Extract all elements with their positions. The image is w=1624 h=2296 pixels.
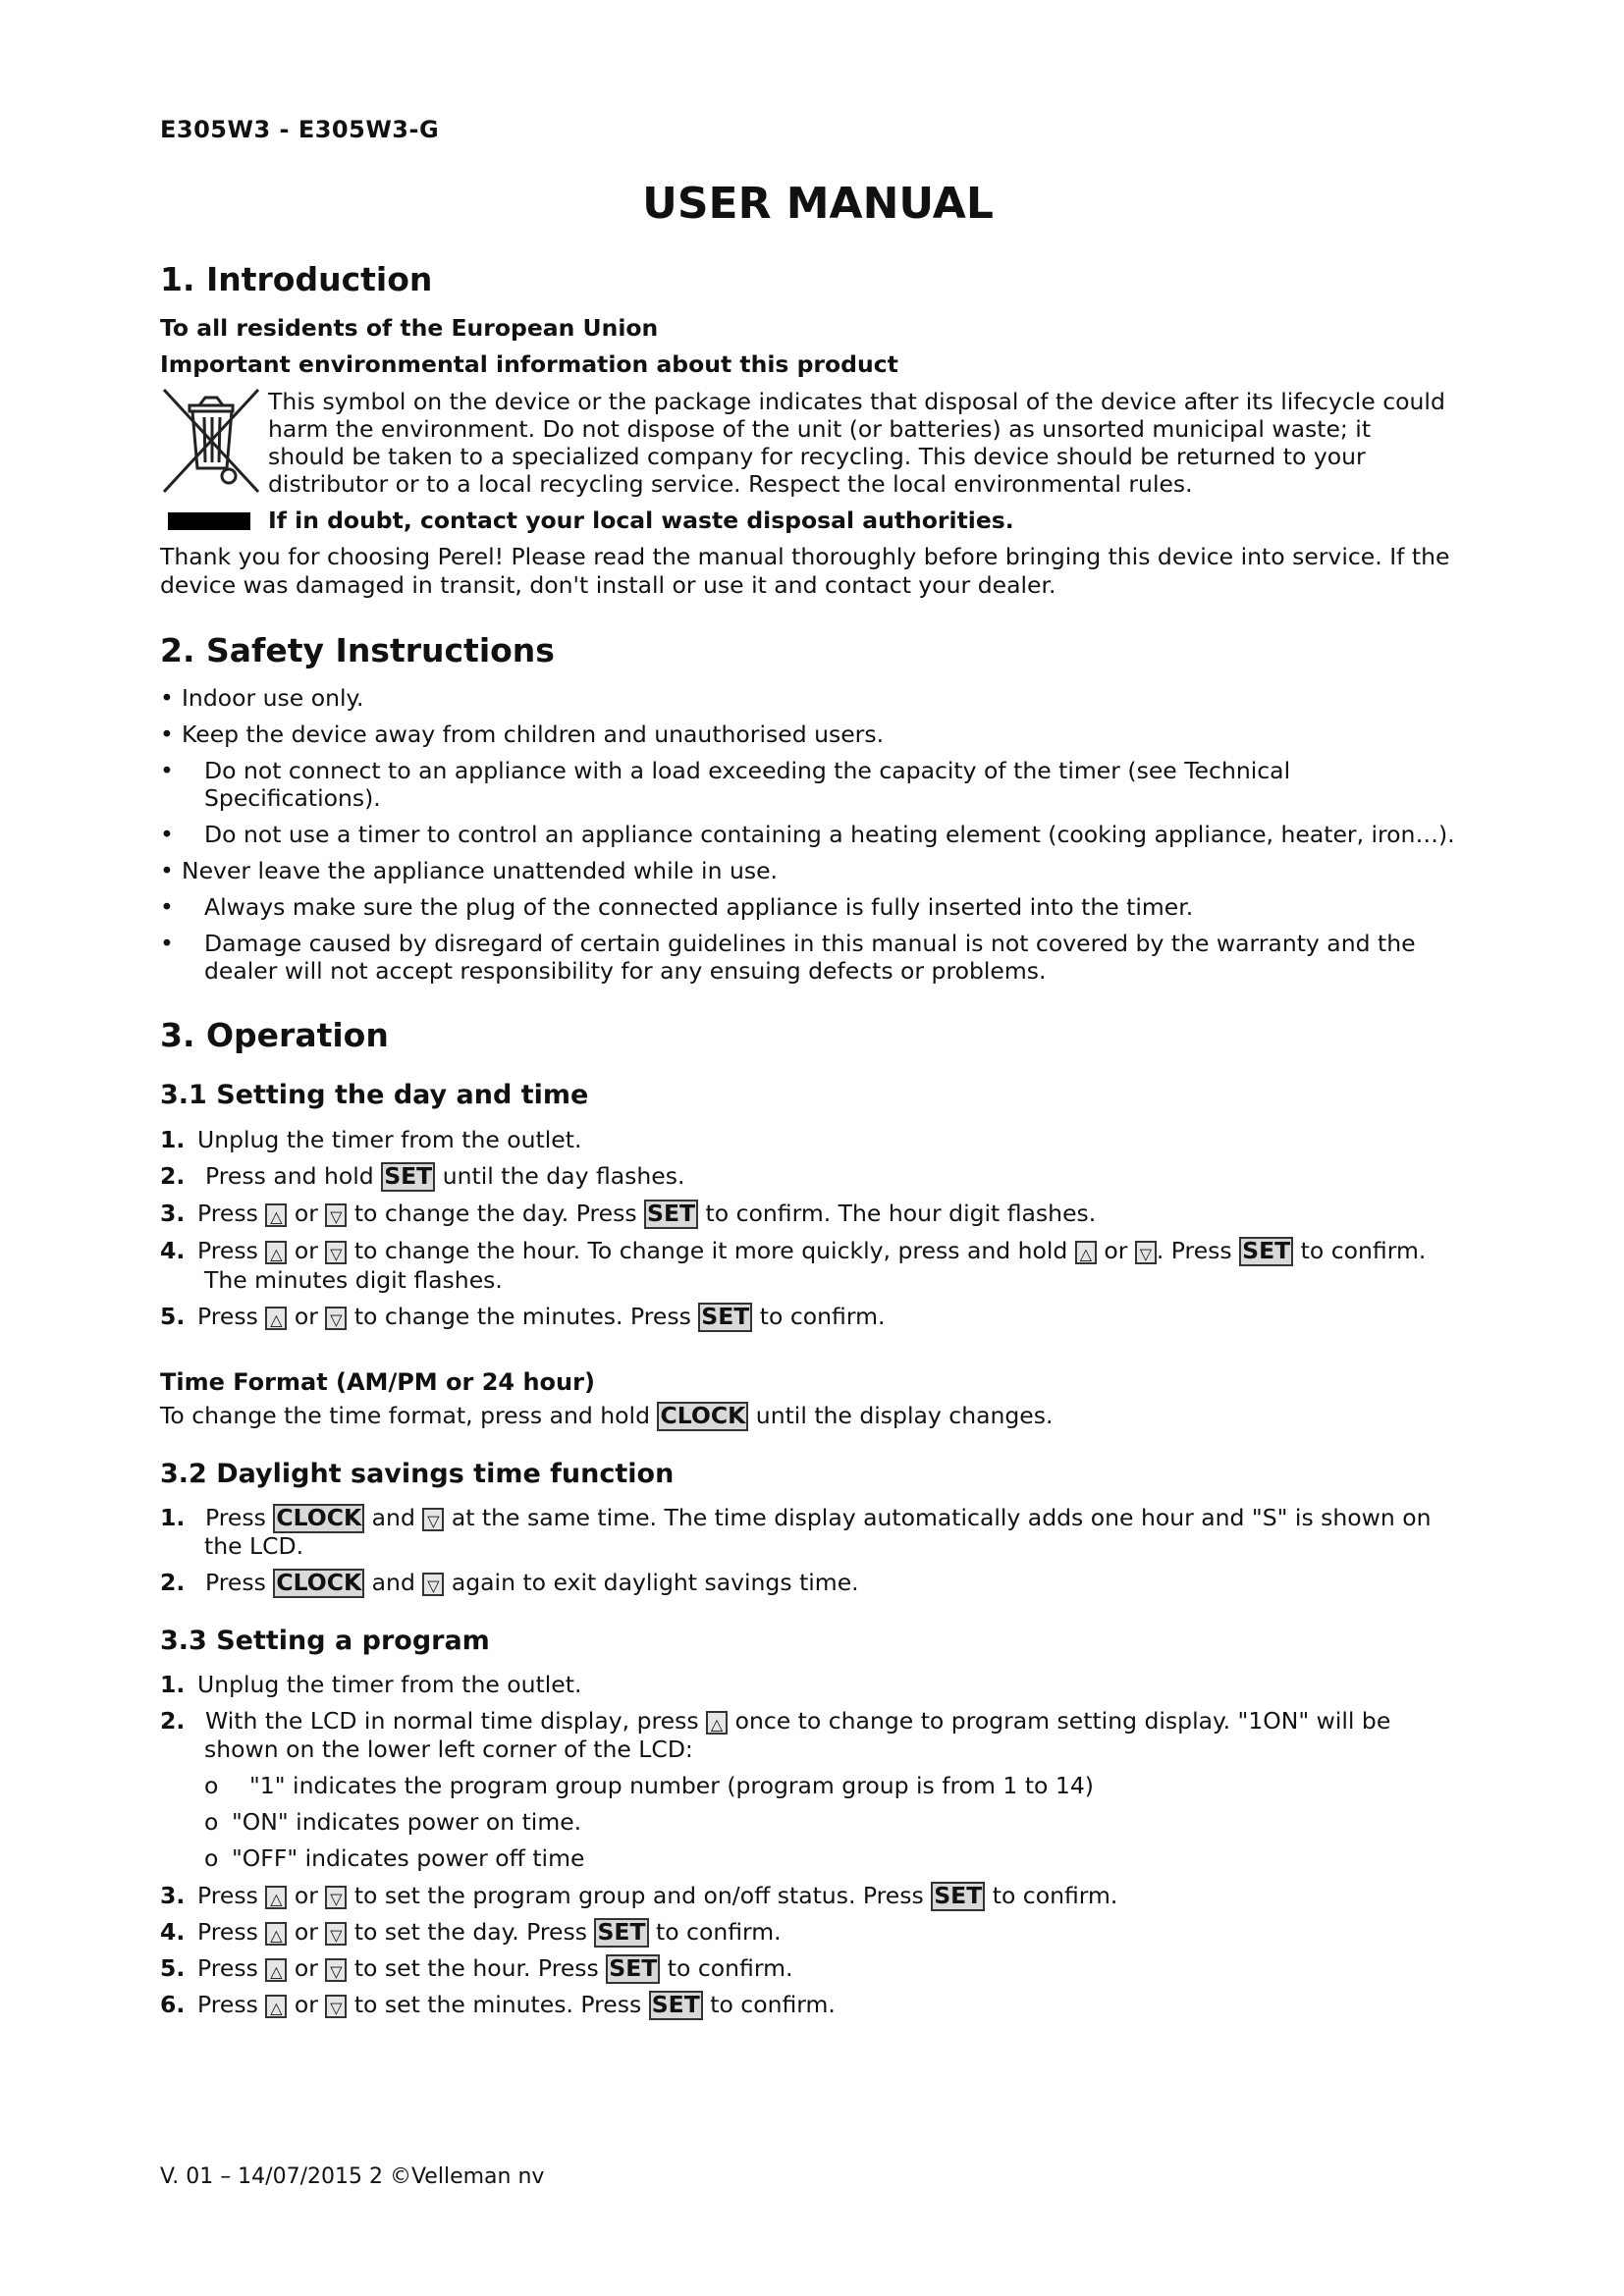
set-key: SET: [649, 1991, 703, 2020]
step-3-2-1: 1. Press CLOCK and ▽ at the same time. The time display automatically adds one hour and "S" is shown on: [160, 1504, 1432, 1531]
up-arrow-icon: △: [706, 1711, 728, 1735]
set-key: SET: [644, 1200, 698, 1229]
step-3-3-6: 6. Press △ or ▽ to set the minutes. Press SET to confirm.: [160, 1991, 836, 2018]
doubt-note: If in doubt, contact your local waste disposal authorities.: [268, 507, 1014, 534]
heading-introduction: 1. Introduction: [160, 260, 433, 298]
page-footer: V. 01 – 14/07/2015 2 ©Velleman nv: [160, 2164, 545, 2189]
set-key: SET: [381, 1162, 435, 1192]
heading-operation: 3. Operation: [160, 1016, 389, 1054]
weee-line-3: should be taken to a specialized company for recycling. This device should be returned to your: [268, 443, 1366, 470]
eu-heading: To all residents of the European Union: [160, 314, 659, 342]
safety-item: • Indoor use only.: [160, 684, 364, 712]
up-arrow-icon: △: [265, 1995, 287, 2018]
set-key: SET: [931, 1882, 985, 1911]
time-format-text: To change the time format, press and hold CLOCK until the display changes.: [160, 1402, 1054, 1429]
down-arrow-icon: ▽: [325, 1922, 347, 1946]
step-3-3-3: 3. Press △ or ▽ to set the program group and on/off status. Press SET to confirm.: [160, 1882, 1118, 1909]
step-3-3-4: 4. Press △ or ▽ to set the day. Press SET to confirm.: [160, 1918, 782, 1946]
sub-item: o "1" indicates the program group number (program group is from 1 to 14): [204, 1772, 1094, 1799]
heading-3-1: 3.1 Setting the day and time: [160, 1080, 589, 1110]
up-arrow-icon: △: [265, 1922, 287, 1946]
down-arrow-icon: ▽: [422, 1508, 444, 1531]
heading-time-format: Time Format (AM/PM or 24 hour): [160, 1368, 595, 1396]
thanks-line-2: device was damaged in transit, don't install or use it and contact your dealer.: [160, 571, 1056, 599]
weee-line-2: harm the environment. Do not dispose of the unit (or batteries) as unsorted municipal waste; it: [268, 415, 1372, 443]
up-arrow-icon: △: [1075, 1241, 1097, 1264]
up-arrow-icon: △: [265, 1241, 287, 1264]
set-key: SET: [1239, 1237, 1293, 1266]
page-title: USER MANUAL: [642, 179, 994, 229]
heading-3-3: 3.3 Setting a program: [160, 1626, 490, 1656]
up-arrow-icon: △: [265, 1203, 287, 1227]
step-3-3-2-cont: shown on the lower left corner of the LCD:: [204, 1735, 693, 1763]
down-arrow-icon: ▽: [325, 1307, 347, 1330]
step-3-1-4: 4. Press △ or ▽ to change the hour. To change it more quickly, press and hold △ or ▽ . Press SET to confirm.: [160, 1237, 1427, 1264]
set-key: SET: [594, 1918, 648, 1948]
safety-item: • Keep the device away from children and unauthorised users.: [160, 721, 885, 748]
down-arrow-icon: ▽: [325, 1241, 347, 1264]
step-3-2-1-cont: the LCD.: [204, 1532, 304, 1560]
safety-item-cont: Specifications).: [204, 784, 381, 812]
step-3-3-2: 2. With the LCD in normal time display, press △ once to change to program setting display. "1ON" will be: [160, 1707, 1391, 1735]
safety-item: • Never leave the appliance unattended while in use.: [160, 857, 779, 884]
clock-key: CLOCK: [273, 1569, 364, 1598]
safety-item: • Do not connect to an appliance with a load exceeding the capacity of the timer (see Technical: [160, 757, 1291, 784]
set-key: SET: [606, 1954, 660, 1984]
safety-item: • Do not use a timer to control an appliance containing a heating element (cooking appliance, heater, iron…).: [160, 821, 1455, 848]
heading-safety: 2. Safety Instructions: [160, 631, 555, 669]
black-bar-marker: [168, 512, 250, 530]
env-heading: Important environmental information about this product: [160, 350, 898, 378]
down-arrow-icon: ▽: [325, 1958, 347, 1982]
step-3-1-4-cont: The minutes digit flashes.: [204, 1266, 503, 1294]
step-3-2-2: 2. Press CLOCK and ▽ again to exit daylight savings time.: [160, 1569, 859, 1596]
down-arrow-icon: ▽: [422, 1573, 444, 1596]
sub-item: o "ON" indicates power on time.: [204, 1808, 582, 1836]
set-key: SET: [698, 1303, 752, 1332]
step-3-3-5: 5. Press △ or ▽ to set the hour. Press SET to confirm.: [160, 1954, 793, 1982]
up-arrow-icon: △: [265, 1307, 287, 1330]
up-arrow-icon: △: [265, 1886, 287, 1909]
sub-item: o "OFF" indicates power off time: [204, 1844, 585, 1872]
safety-item-cont: dealer will not accept responsibility for any ensuing defects or problems.: [204, 957, 1047, 985]
clock-key: CLOCK: [657, 1402, 748, 1431]
step-3-3-1: 1. Unplug the timer from the outlet.: [160, 1671, 582, 1698]
step-3-1-2: 2. Press and hold SET until the day flashes.: [160, 1162, 685, 1190]
down-arrow-icon: ▽: [1135, 1241, 1157, 1264]
thanks-line-1: Thank you for choosing Perel! Please read the manual thoroughly before bringing this device into service. If the: [160, 543, 1450, 570]
step-3-1-5: 5. Press △ or ▽ to change the minutes. Press SET to confirm.: [160, 1303, 886, 1330]
down-arrow-icon: ▽: [325, 1886, 347, 1909]
heading-3-2: 3.2 Daylight savings time function: [160, 1459, 675, 1489]
weee-line-1: This symbol on the device or the package indicates that disposal of the device after its lifecycle could: [268, 388, 1445, 415]
safety-item: • Always make sure the plug of the connected appliance is fully inserted into the timer.: [160, 893, 1194, 921]
down-arrow-icon: ▽: [325, 1203, 347, 1227]
step-3-1-1: 1. Unplug the timer from the outlet.: [160, 1126, 582, 1153]
down-arrow-icon: ▽: [325, 1995, 347, 2018]
clock-key: CLOCK: [273, 1504, 364, 1533]
crossed-bin-icon: [160, 386, 262, 496]
model-number: E305W3 - E305W3-G: [160, 116, 440, 143]
safety-item: • Damage caused by disregard of certain guidelines in this manual is not covered by the warranty and the: [160, 930, 1416, 957]
weee-line-4: distributor or to a local recycling service. Respect the local environmental rules.: [268, 470, 1193, 498]
up-arrow-icon: △: [265, 1958, 287, 1982]
step-3-1-3: 3. Press △ or ▽ to change the day. Press SET to confirm. The hour digit flashes.: [160, 1200, 1097, 1227]
